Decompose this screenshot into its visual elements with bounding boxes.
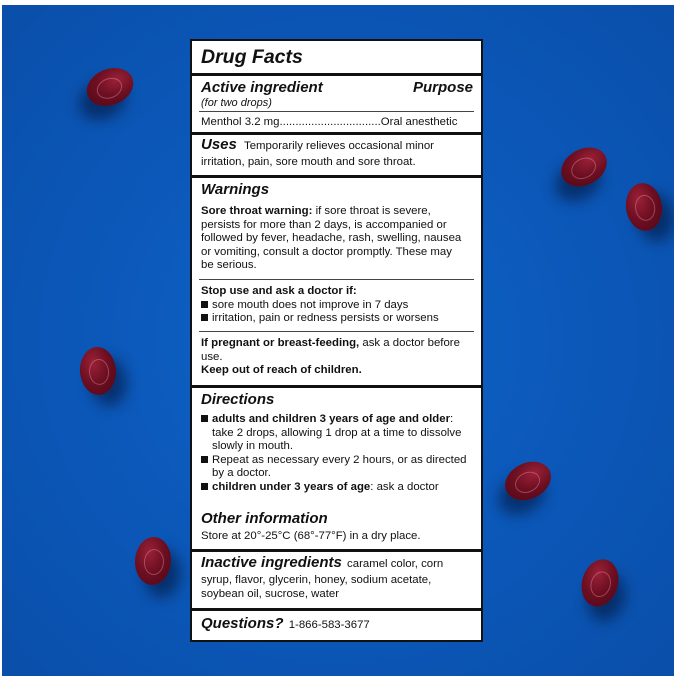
inactive-ingredients-text: caramel color, corn: [347, 558, 444, 570]
section-divider: [199, 111, 474, 112]
drug-facts-title: Drug Facts: [201, 46, 303, 68]
lozenge-drop-image: [576, 555, 624, 611]
lozenge-drop-image: [81, 61, 139, 112]
directions-text: Repeat as necessary every 2 hours, or as directed: [212, 453, 467, 466]
stop-use-section: [201, 285, 481, 326]
lozenge-drop-image: [499, 454, 558, 507]
section-divider: [199, 331, 474, 332]
list-item: [201, 454, 481, 468]
questions-section: [201, 617, 370, 633]
square-bullet-icon: [201, 456, 208, 463]
ingredient-purpose: Oral anesthetic: [380, 116, 458, 128]
pregnancy-section: [201, 337, 481, 378]
inactive-ingredients-section: [201, 556, 481, 572]
section-divider: [192, 608, 481, 611]
warnings-heading: Warnings: [201, 181, 270, 198]
warning-text-line: be serious.: [201, 259, 257, 272]
directions-text: slowly in mouth.: [212, 440, 294, 453]
section-divider: [199, 279, 474, 280]
lozenge-drop-image: [554, 140, 613, 194]
questions-phone: 1-866-583-3677: [288, 619, 370, 631]
warning-text-line: or vomiting, consult a doctor promptly. These may: [201, 245, 452, 258]
stop-use-heading: Stop use and ask a doctor if:: [201, 285, 357, 297]
other-information-heading: Other information: [201, 510, 328, 527]
inactive-ingredients-text: syrup, flavor, glycerin, honey, sodium acetate,: [201, 574, 432, 586]
uses-section: [201, 138, 481, 154]
list-item-text: sore mouth does not improve in 7 days: [212, 298, 409, 311]
square-bullet-icon: [201, 415, 208, 422]
square-bullet-icon: [201, 301, 208, 308]
square-bullet-icon: [201, 483, 208, 490]
directions-bold-text: children under 3 years of age: [212, 480, 371, 493]
lozenge-drop-image: [133, 536, 172, 586]
inactive-ingredients-heading: Inactive ingredients: [201, 554, 342, 571]
list-item: [201, 413, 481, 427]
uses-heading: Uses: [201, 136, 237, 153]
directions-bold-text: adults and children 3 years of age and older: [212, 413, 451, 425]
section-divider: [192, 132, 481, 135]
directions-heading: Directions: [201, 391, 275, 408]
section-divider: [192, 73, 481, 76]
dot-leader: ................................: [279, 116, 381, 128]
other-information-text: Store at 20°-25°C (68°-77°F) in a dry place.: [201, 530, 421, 542]
directions-text: by a doctor.: [212, 467, 271, 480]
directions-text: :: [450, 413, 454, 425]
keep-out-of-reach: Keep out of reach of children.: [201, 364, 362, 377]
section-divider: [192, 549, 481, 552]
warning-text-line: persists for more than 2 days, is accompanied or: [201, 218, 447, 231]
questions-heading: Questions?: [201, 615, 284, 632]
pregnancy-text: use.: [201, 350, 223, 363]
inactive-ingredients-text: soybean oil, sucrose, water: [201, 588, 340, 600]
ingredient-name: Menthol 3.2 mg: [201, 116, 280, 128]
list-item: [201, 481, 481, 495]
purpose-heading: Purpose: [412, 79, 473, 96]
pregnancy-text: ask a doctor before: [362, 337, 460, 349]
warning-text-line: if sore throat is severe,: [315, 205, 431, 217]
warning-text-line: followed by fever, headache, rash, swelling, nausea: [201, 232, 462, 245]
square-bullet-icon: [201, 314, 208, 321]
uses-text-line-2: irritation, pain, sore mouth and sore throat.: [201, 156, 416, 168]
drug-facts-panel: [190, 39, 483, 642]
section-divider: [192, 175, 481, 178]
lozenge-drop-image: [623, 181, 665, 234]
list-item: [201, 299, 481, 313]
directions-list: [201, 413, 481, 495]
active-ingredient-row: [201, 116, 476, 130]
section-divider: [192, 385, 481, 388]
uses-text-line-1: Temporarily relieves occasional minor: [244, 140, 434, 152]
sore-throat-warning-label: Sore throat warning:: [201, 205, 313, 217]
lozenge-drop-image: [78, 346, 117, 396]
list-item-text: irritation, pain or redness persists or worsens: [212, 312, 439, 325]
pregnancy-label: If pregnant or breast-feeding,: [201, 337, 360, 349]
sore-throat-warning: [201, 205, 481, 273]
active-ingredient-heading: Active ingredient: [201, 79, 323, 96]
directions-text: : ask a doctor: [370, 480, 439, 493]
directions-text: take 2 drops, allowing 1 drop at a time to dissolve: [212, 426, 462, 439]
list-item: [201, 312, 481, 326]
active-ingredient-note: (for two drops): [201, 97, 272, 109]
